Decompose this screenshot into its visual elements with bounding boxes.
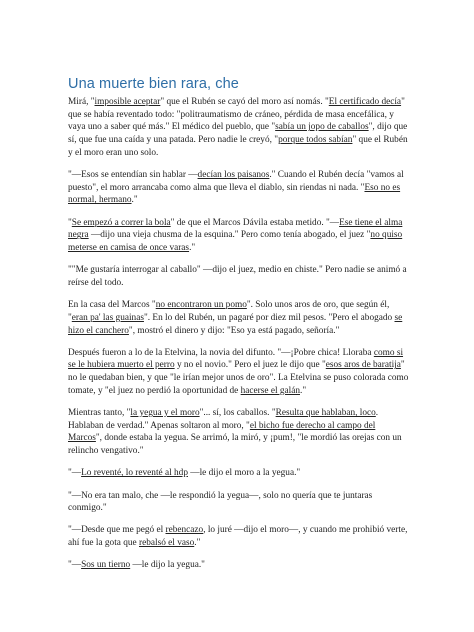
text-run: "... sí, los caballos. ": [199, 408, 276, 419]
text-run: ." Cuando el Rubén decía "vamos al puesto", el moro arrancaba como alma que lleva el diablo, sin riendas ni nada. ": [68, 170, 404, 193]
text-run: Después fueron a lo de la Etelvina, la novia del difunto. "—¡Pobre chica! Lloraba: [68, 347, 374, 358]
text-run: ": [68, 217, 72, 228]
underlined-phrase: Lo reventé, lo reventé al hdp: [81, 468, 188, 479]
text-run: " de que el Marcos Dávila estaba metido. "—: [170, 217, 340, 228]
paragraph: [68, 96, 410, 160]
text-run: En la casa del Marcos ": [68, 300, 156, 311]
underlined-phrase: esos aros de baratija: [325, 360, 401, 371]
text-run: ", mostró el dinero y dijo: "Eso ya está pagado, señoría.": [128, 325, 340, 336]
underlined-phrase: porque todos sabían: [278, 135, 353, 146]
text-run: .": [189, 243, 196, 254]
underlined-phrase: eran pa' las guainas: [71, 312, 144, 323]
underlined-phrase: el bicho fue derecho al campo del Marcos: [68, 420, 376, 444]
text-run: "—: [68, 468, 82, 479]
underlined-phrase: sabía un jopo de caballos: [275, 122, 369, 133]
text-run: "—No era tan malo, che —le respondió la yegua—, solo no quería que te juntaras conmigo.": [68, 490, 373, 514]
text-run: .": [300, 385, 307, 396]
underlined-phrase: El certificado decía: [328, 97, 402, 107]
paragraph: [68, 299, 410, 337]
paragraph: [68, 467, 410, 480]
paragraph: [68, 217, 410, 255]
underlined-phrase: la yegua y el moro: [130, 408, 200, 419]
underlined-phrase: rebalsó el vaso: [139, 538, 195, 549]
text-run: Mientras tanto, ": [68, 408, 131, 419]
paragraph: [68, 169, 410, 207]
text-run: " que el Rubén se cayó del moro así nomás. ": [160, 97, 329, 107]
document-title: Una muerte bien rara, che: [68, 76, 239, 92]
underlined-phrase: como si se le hubiera muerto el perro: [68, 347, 404, 371]
text-run: .": [131, 195, 138, 206]
paragraph: [68, 490, 410, 515]
paragraph: [68, 559, 410, 572]
paragraph: [68, 407, 410, 458]
text-run: ". En lo del Rubén, un pagaré por diez mil pesos. "Pero el abogado: [143, 312, 395, 323]
paragraph: [68, 347, 410, 398]
text-run: ", donde estaba la yegua. Se arrimó, la miró, y ¡pum!, "le mordió las orejas con un relincho vengativo.": [68, 433, 402, 457]
underlined-phrase: Se empezó a correr la bola: [71, 217, 171, 228]
text-run: y no el novio." Pero el juez le dijo que ": [174, 360, 326, 371]
text-run: "—Esos se entendían sin hablar —: [68, 170, 198, 181]
text-run: , lo juré —dijo el moro—, y cuando me prohibió verte, ahí fue la gota que: [68, 525, 408, 549]
underlined-phrase: hacerse el galán: [240, 385, 300, 396]
text-run: ", dijo que sí, que fue una caída y una patada. Pero nadie le creyó, ": [68, 122, 408, 146]
text-run: ""Me gustaría interrogar al caballo" —dijo el juez, medio en chiste." Pero nadie se animó a reírse del todo.: [68, 265, 407, 288]
text-run: Mirá, ": [68, 97, 95, 107]
underlined-phrase: Sos un tierno: [81, 560, 131, 571]
paragraph: [68, 524, 410, 549]
paragraph: [68, 264, 410, 289]
underlined-phrase: no quiso meterse en camisa de once varas: [68, 230, 403, 254]
underlined-phrase: Eso no es normal, hermano: [68, 182, 401, 206]
underlined-phrase: se hizo el canchero: [68, 312, 403, 336]
underlined-phrase: decían los paisanos: [197, 170, 270, 181]
underlined-phrase: no encontraron un pomo: [155, 300, 247, 311]
underlined-phrase: Resulta que hablaban, loco: [275, 408, 376, 419]
text-run: "—: [68, 560, 82, 571]
text-run: " que el Rubén y el moro eran uno solo.: [68, 135, 408, 158]
text-run: "—Desde que me pegó el: [68, 525, 166, 536]
text-run: —le dijo la yegua.": [130, 560, 205, 571]
text-run: .": [194, 538, 201, 549]
text-run: —le dijo el moro a la yegua.": [187, 468, 301, 479]
text-run: ". Solo unos aros de oro, que según él, ": [68, 300, 390, 323]
text-run: " no le quedaban bien, y que "le irían mejor unos de oro". La Etelvina se puso colorada como tomate, y "el juez no perdió la oportunidad de: [68, 360, 409, 396]
text-run: —dijo una vieja chusma de la esquina." Pero como tenía abogado, el juez ": [88, 230, 371, 241]
underlined-phrase: Ese tiene el alma negra: [68, 217, 403, 241]
underlined-phrase: rebencazo: [165, 525, 204, 536]
text-run: " que se había reventado todo: "politraumatismo de cráneo, pérdida de masa encefálica, y vaya uno a saber qué más." El médico del pueblo, que ": [68, 97, 405, 133]
underlined-phrase: imposible aceptar: [94, 97, 161, 107]
text-run: . Hablaban de verdad." Apenas soltaron al moro, ": [68, 408, 379, 431]
document-body: [68, 96, 410, 572]
